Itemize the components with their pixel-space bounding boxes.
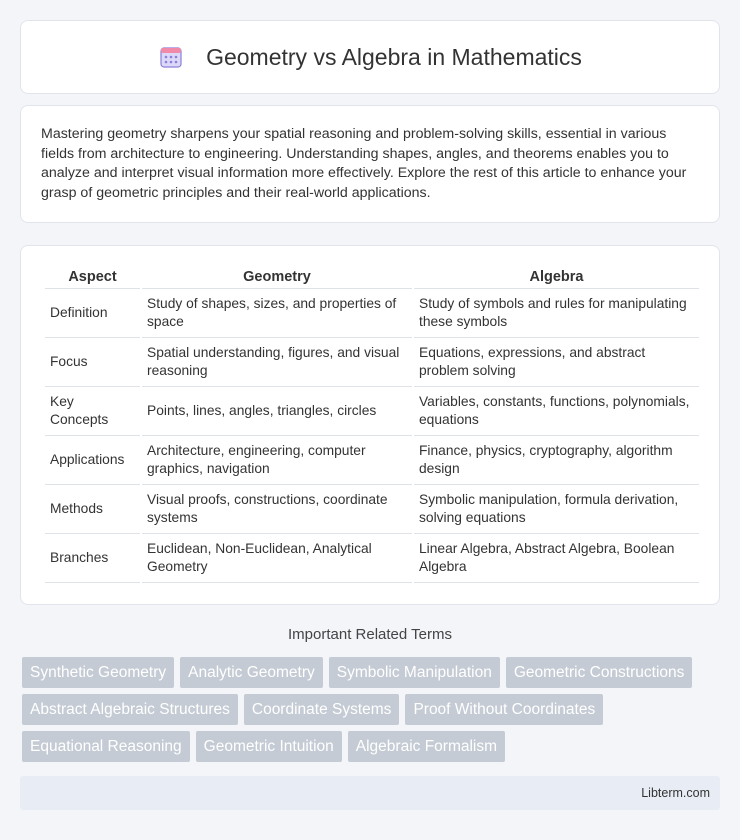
term-tag[interactable]: Coordinate Systems bbox=[244, 694, 400, 725]
header-algebra: Algebra bbox=[414, 265, 699, 289]
comparison-table-card bbox=[20, 245, 720, 605]
term-tag[interactable]: Geometric Constructions bbox=[506, 657, 693, 688]
term-tag[interactable]: Equational Reasoning bbox=[22, 731, 190, 762]
cell-geometry: Euclidean, Non-Euclidean, Analytical Geometry bbox=[142, 534, 412, 583]
table-row bbox=[45, 485, 699, 534]
cell-geometry: Spatial understanding, figures, and visual reasoning bbox=[142, 338, 412, 387]
comparison-table bbox=[43, 265, 701, 583]
cell-algebra: Study of symbols and rules for manipulating these symbols bbox=[414, 289, 699, 338]
tag-row bbox=[22, 694, 722, 725]
term-tag[interactable]: Symbolic Manipulation bbox=[329, 657, 500, 688]
cell-geometry: Study of shapes, sizes, and properties of space bbox=[142, 289, 412, 338]
footer bbox=[20, 776, 720, 810]
term-tag[interactable]: Synthetic Geometry bbox=[22, 657, 174, 688]
table-row bbox=[45, 387, 699, 436]
term-tag[interactable]: Proof Without Coordinates bbox=[405, 694, 603, 725]
intro-card bbox=[20, 105, 720, 223]
related-terms-list bbox=[22, 657, 722, 768]
cell-aspect: Methods bbox=[45, 485, 140, 534]
tag-row bbox=[22, 731, 722, 762]
cell-algebra: Symbolic manipulation, formula derivation, solving equations bbox=[414, 485, 699, 534]
related-terms-heading: Important Related Terms bbox=[288, 626, 452, 643]
cell-aspect: Definition bbox=[45, 289, 140, 338]
calendar-grid-icon bbox=[158, 44, 184, 70]
cell-algebra: Linear Algebra, Abstract Algebra, Boolean Algebra bbox=[414, 534, 699, 583]
table-row bbox=[45, 534, 699, 583]
cell-geometry: Visual proofs, constructions, coordinate systems bbox=[142, 485, 412, 534]
cell-aspect: Branches bbox=[45, 534, 140, 583]
cell-geometry: Points, lines, angles, triangles, circles bbox=[142, 387, 412, 436]
table-row bbox=[45, 436, 699, 485]
tag-row bbox=[22, 657, 722, 688]
cell-geometry: Architecture, engineering, computer graphics, navigation bbox=[142, 436, 412, 485]
cell-algebra: Finance, physics, cryptography, algorithm design bbox=[414, 436, 699, 485]
cell-algebra: Equations, expressions, and abstract problem solving bbox=[414, 338, 699, 387]
cell-aspect: Applications bbox=[45, 436, 140, 485]
term-tag[interactable]: Geometric Intuition bbox=[196, 731, 342, 762]
intro-text: Mastering geometry sharpens your spatial reasoning and problem-solving skills, essential in various fields from architecture to engineering. Understanding shapes, angles, and theorems enables you to analyze and interpret visual information more effectively. Explore the rest of this article to enhance your grasp of geometric principles and their real-world applications. bbox=[41, 126, 687, 201]
header-geometry: Geometry bbox=[142, 265, 412, 289]
cell-algebra: Variables, constants, functions, polynomials, equations bbox=[414, 387, 699, 436]
footer-site-link[interactable]: Libterm.com bbox=[641, 786, 710, 800]
header-aspect: Aspect bbox=[45, 265, 140, 289]
table-row bbox=[45, 289, 699, 338]
cell-aspect: Focus bbox=[45, 338, 140, 387]
page-title: Geometry vs Algebra in Mathematics bbox=[206, 43, 582, 70]
term-tag[interactable]: Abstract Algebraic Structures bbox=[22, 694, 238, 725]
term-tag[interactable]: Algebraic Formalism bbox=[348, 731, 505, 762]
table-header-row bbox=[45, 265, 699, 289]
term-tag[interactable]: Analytic Geometry bbox=[180, 657, 323, 688]
title-card bbox=[20, 20, 720, 94]
table-row bbox=[45, 338, 699, 387]
cell-aspect: Key Concepts bbox=[45, 387, 140, 436]
